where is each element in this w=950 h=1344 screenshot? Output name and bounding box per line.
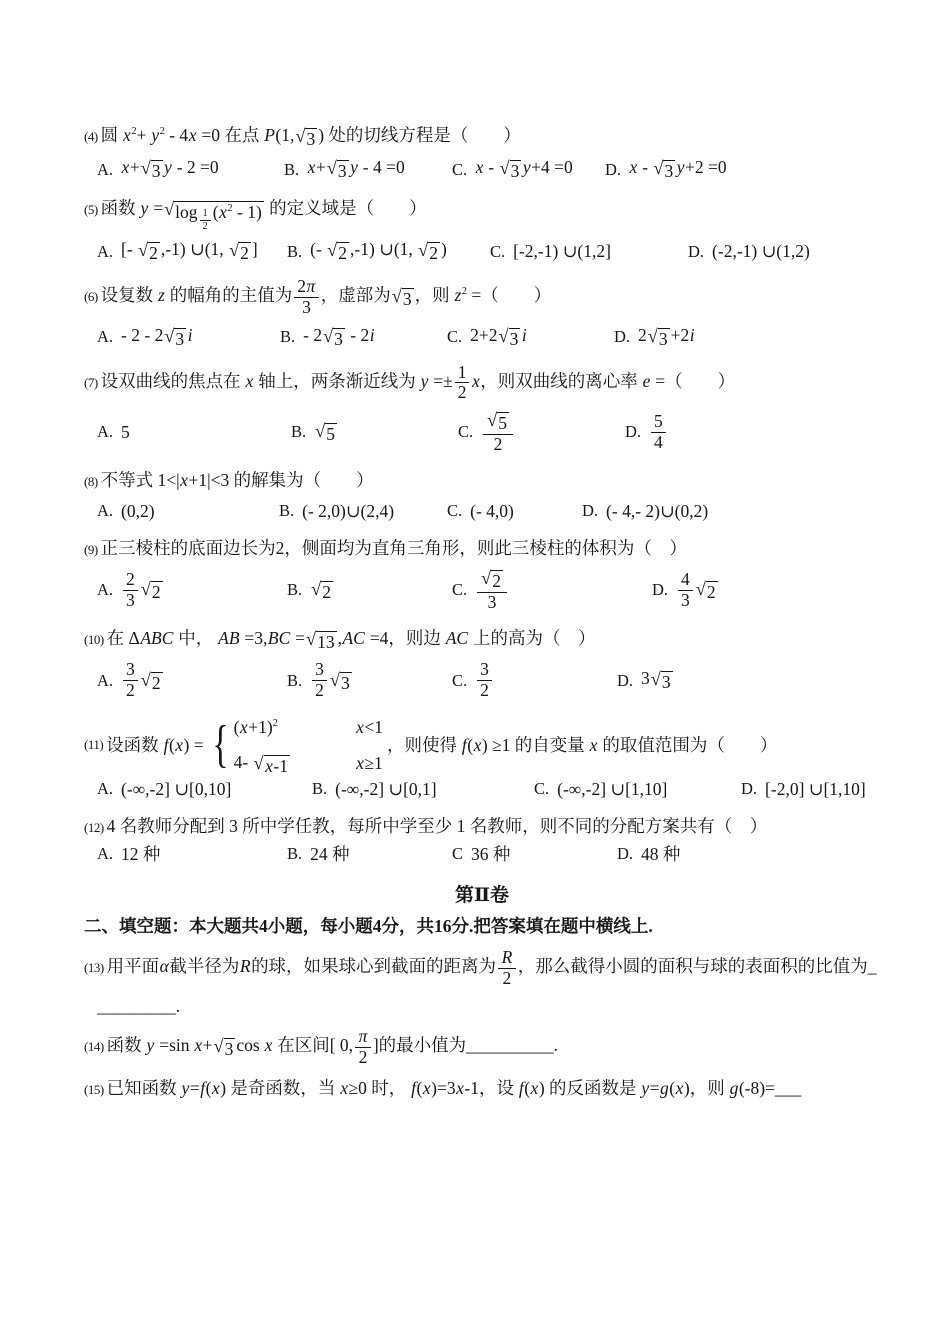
question-number: (5) (84, 202, 98, 217)
stem-text: 用平面α截半径为R的球，如果球心到截面的距离为 $\frac{R}{2}$ ，那么截得小圆的面积与球的表面积的比值为_ (106, 947, 877, 988)
stem-text: 函数 y = √ log $_{\frac{1}{2}}$ $(x^2 - 1)$ 的定义域是（ ） (100, 198, 427, 232)
option-c (452, 841, 617, 866)
option-label: C. (447, 501, 463, 521)
option-label: C. (452, 670, 468, 690)
question-4-options (84, 157, 880, 182)
option-label: C. (447, 327, 463, 347)
option-text: $\frac{3}{2}$ (475, 660, 494, 700)
option-b (287, 239, 490, 264)
question-13-stem (84, 948, 880, 988)
question-7-options (84, 410, 880, 455)
option-c (447, 501, 582, 522)
piecewise-expr: 4- √ x-1 (233, 751, 288, 776)
option-label: C. (534, 779, 550, 799)
question-8 (84, 467, 880, 521)
piecewise-function (208, 714, 383, 777)
answer-blank: _________. (97, 996, 181, 1017)
option-b (280, 325, 447, 350)
question-number: (13) (84, 960, 104, 976)
option-c (452, 660, 617, 700)
stem-text: 不等式 1<|x+1|<3 的解集为（ ） (100, 470, 374, 491)
option-text: (-∞,-2] ∪[0,1] (335, 778, 437, 799)
question-14 (84, 1027, 880, 1067)
question-number: (12) (84, 819, 104, 835)
option-c (447, 325, 614, 350)
option-text: - 2 - 2 √ 3 i (121, 324, 193, 349)
question-4-stem (84, 122, 880, 150)
option-label: C. (458, 422, 474, 442)
option-text: √ 2 3 (475, 568, 509, 613)
option-b (279, 501, 447, 522)
question-9 (84, 535, 880, 613)
stem-text: 在 ΔABC 中， AB =3,BC = √ 13 ,AC =4，则边 AC 上的高为（ ） (106, 628, 596, 653)
question-8-options (84, 501, 880, 522)
option-d (652, 570, 719, 610)
question-4 (84, 122, 880, 182)
question-8-stem (84, 467, 880, 493)
option-text: 12 种 (121, 844, 161, 865)
option-text: (-∞,-2] ∪[0,10] (121, 778, 232, 799)
option-label: B. (287, 670, 303, 690)
option-text: (- 4,0) (470, 500, 514, 521)
piecewise-expr: $(x+1)^2$ (233, 716, 278, 737)
option-text: $\frac{3}{2}$ √ 2 (121, 660, 164, 700)
question-number: (7) (84, 374, 98, 390)
question-9-stem (84, 535, 880, 561)
question-12 (84, 813, 880, 866)
option-label: A. (97, 580, 114, 600)
option-label: C. (452, 159, 468, 179)
option-label: A. (97, 779, 114, 799)
piecewise-row (234, 714, 383, 740)
question-12-options (84, 841, 880, 866)
question-number: (10) (84, 632, 104, 648)
option-label: B. (284, 159, 300, 179)
question-number: (8) (84, 474, 98, 490)
question-5-stem (84, 195, 880, 232)
option-text: $\frac{3}{2}$ √ 3 (310, 660, 353, 700)
piecewise-cond: x≥1 (356, 752, 383, 773)
question-6-options (84, 325, 880, 350)
question-number: (4) (84, 129, 98, 144)
question-number: (15) (84, 1082, 104, 1098)
option-b (312, 779, 534, 800)
stem-text: 设双曲线的焦点在 x 轴上，两条渐近线为 y =± $\frac{1}{2}$ x，则双曲线的离心率 e =（ ） (100, 361, 736, 403)
option-text: 2 √ 3 +2i (638, 324, 695, 349)
option-b (287, 660, 452, 700)
option-label: D. (688, 241, 705, 261)
option-text: 24 种 (310, 844, 350, 865)
question-15 (84, 1075, 880, 1101)
option-d (617, 668, 674, 693)
option-a (97, 325, 280, 350)
question-14-stem (84, 1027, 880, 1067)
question-10 (84, 625, 880, 700)
option-a (97, 422, 291, 443)
brace-glyph: { (211, 716, 229, 774)
option-label: C. (490, 241, 506, 261)
option-a (97, 157, 284, 182)
option-label: B. (312, 779, 328, 799)
question-number: (14) (84, 1039, 104, 1055)
option-text: 5 (121, 421, 130, 442)
stem-text: 4 名教师分配到 3 所中学任教，每所中学至少 1 名教师，则不同的分配方案共有（ ） (106, 815, 768, 836)
piecewise-cond: x<1 (356, 716, 383, 737)
stem-text: 圆 $x^2+ y^2 - 4x =0$ 在点 P(1, √ 3 ) 处的切线方程是（ ） (100, 125, 521, 149)
option-label: C (452, 843, 464, 863)
option-a (97, 501, 279, 522)
option-text: √ 2 (311, 578, 331, 602)
option-label: B. (287, 241, 303, 261)
option-text: 3 √ 3 (641, 668, 671, 692)
option-label: B. (279, 501, 295, 521)
option-d (605, 157, 727, 182)
section-2-heading: 二、填空题：本大题共4小题，每小题4分，共16分.把答案填在题中横线上. (84, 916, 653, 937)
option-label: C. (452, 580, 468, 600)
option-text: (-2,-1) ∪(1,2) (712, 241, 810, 262)
option-text: [-2,0] ∪[1,10] (765, 778, 866, 799)
question-7 (84, 363, 880, 455)
option-c (534, 779, 741, 800)
option-c (452, 157, 605, 182)
question-7-stem (84, 363, 880, 403)
option-d (617, 841, 680, 866)
stem-text: 设复数 z 的幅角的主值为 $\frac{2\pi}{3}$ ，虚部为 √ 3 ，则 $z^2$ =（ ） (100, 276, 552, 317)
option-text: [- √ 2 ,-1) ∪(1, √ 2 ] (121, 239, 258, 264)
option-label: D. (582, 501, 599, 521)
question-6-stem (84, 277, 880, 317)
option-label: A. (97, 327, 114, 347)
option-text: $\frac{2}{3}$ √ 2 (121, 570, 164, 610)
option-text: √ 5 (315, 420, 335, 444)
option-b (284, 157, 452, 182)
option-label: B. (280, 327, 296, 347)
question-10-options (84, 660, 880, 700)
option-a (97, 660, 287, 700)
option-text: 36 种 (471, 844, 511, 865)
option-d (688, 241, 810, 262)
option-label: B. (287, 843, 303, 863)
option-a (97, 570, 287, 610)
question-10-stem (84, 625, 880, 653)
option-text: (-∞,-2] ∪[1,10] (557, 778, 668, 799)
option-a (97, 239, 287, 264)
option-b (287, 578, 452, 603)
option-label: A. (97, 670, 114, 690)
option-label: B. (287, 580, 303, 600)
option-label: D. (741, 779, 758, 799)
question-5-options (84, 239, 880, 264)
stem-text-pre: 设函数 f(x) = (106, 735, 204, 756)
option-text: 48 种 (641, 844, 681, 865)
option-a (97, 841, 287, 866)
option-text: - 2 √ 3 - 2i (303, 324, 375, 349)
option-d (582, 501, 708, 522)
option-text: x+ √ 3 y - 4 =0 (307, 157, 405, 181)
stem-text: 正三棱柱的底面边长为2，侧面均为直角三角形，则此三棱柱的体积为（ ） (100, 537, 687, 558)
question-15-stem (84, 1075, 880, 1101)
option-text: $\frac{5}{4}$ (649, 412, 668, 452)
option-label: D. (617, 843, 634, 863)
question-11-options (84, 779, 880, 800)
option-c (452, 568, 652, 613)
option-text: (- 4,- 2)∪(0,2) (606, 500, 709, 521)
option-b (291, 420, 458, 445)
option-d (741, 779, 866, 800)
option-text: x+ √ 3 y - 2 =0 (121, 157, 219, 181)
question-5 (84, 195, 880, 264)
question-11-stem (84, 714, 880, 777)
option-text: [-2,-1) ∪(1,2] (513, 241, 611, 262)
option-label: D. (652, 580, 669, 600)
option-label: A. (97, 501, 114, 521)
question-6 (84, 277, 880, 349)
option-d (614, 325, 695, 350)
question-11 (84, 714, 880, 800)
option-text: (- √ 2 ,-1) ∪(1, √ 2 ) (310, 239, 447, 264)
question-13 (84, 948, 880, 1017)
option-label: D. (614, 327, 631, 347)
question-number: (9) (84, 541, 98, 557)
option-label: A. (97, 159, 114, 179)
option-label: A. (97, 843, 114, 863)
option-label: A. (97, 422, 114, 442)
option-c (490, 241, 688, 262)
option-label: D. (625, 422, 642, 442)
question-number: (6) (84, 289, 98, 305)
stem-text-post: ，则使得 f(x) ≥1 的自变量 x 的取值范围为（ ） (387, 735, 778, 756)
option-b (287, 841, 452, 866)
option-text: (- 2,0)∪(2,4) (302, 500, 395, 521)
option-text: √ 5 2 (481, 410, 515, 455)
stem-text: 函数 y =sin x+ √ 3 cos x 在区间[ 0, $\frac{\pi}{2}$ ]的最小值为__________. (106, 1026, 559, 1067)
question-9-options (84, 568, 880, 613)
option-text: x - √ 3 y+2 =0 (629, 157, 727, 181)
option-text: x - √ 3 y+4 =0 (475, 157, 573, 181)
part2-title: 第Ⅱ卷 (454, 885, 509, 907)
option-text: $\frac{4}{3}$ √ 2 (676, 570, 719, 610)
stem-text: 已知函数 y=f(x) 是奇函数，当 x≥0 时， f(x)=3x-1，设 f(x) 的反函数是 y=g(x)，则 g(-8)=___ (106, 1078, 802, 1099)
piecewise-row (234, 749, 383, 777)
option-c (458, 410, 625, 455)
option-label: D. (605, 159, 622, 179)
option-label: B. (291, 422, 307, 442)
question-number: (11) (84, 737, 104, 753)
question-12-stem (84, 813, 880, 839)
option-label: A. (97, 241, 114, 261)
option-label: D. (617, 670, 634, 690)
option-text: 2+2 √ 3 i (470, 324, 527, 349)
option-d (625, 412, 668, 452)
option-text: (0,2) (121, 500, 155, 521)
option-a (97, 779, 312, 800)
